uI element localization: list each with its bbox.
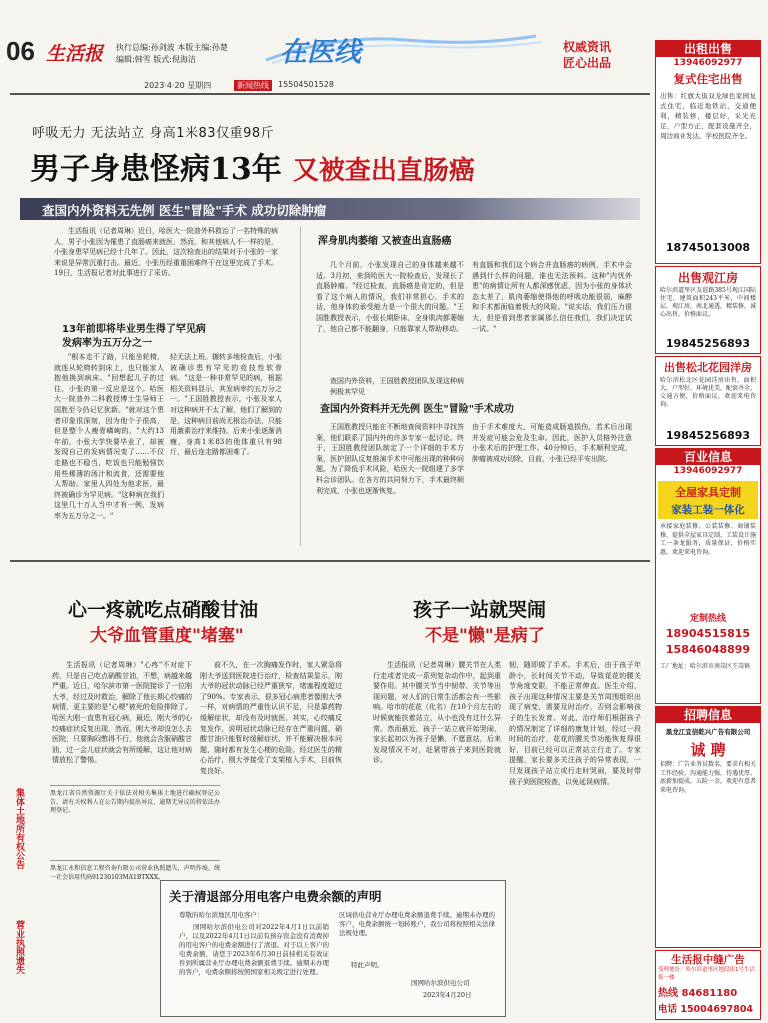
issue-date: 2023·4·20 星期四 <box>144 81 212 90</box>
power-notice <box>160 880 506 1017</box>
main-article <box>10 100 650 555</box>
rent-ad-phone: 18745013008 <box>665 241 751 254</box>
article-headline <box>30 144 475 188</box>
notice-body-a: 国网哈尔滨供电公司对2022年4月1日以前销户，以及2022年4月1日以前有预存资金没有消费掉的用电客户的电费余额进行了清退。对于以上客户的电费余额，请您于2023年6月30日前持相关有效证件到所属营业厅办理电费余额退费手续。逾期未办理的客户，电费余额将按照国家相关规定进行处理。 <box>179 923 329 976</box>
section1-title-b: 发病率为五万分之一 <box>62 338 152 349</box>
recruit-heading: 诚 聘 <box>690 741 726 759</box>
furniture-hotline-1: 18904515815 <box>665 627 751 640</box>
section3-body-a: 王国胜教授只能在不断地查阅资料中寻找答案，他们联系了国内外的许多专家一起讨论。终于，王国胜教授团队制定了一个详细的手术方案，医护团队反复推演手术中可能出现的种种问题。为了降低手术风险，哈医大一院组建了多学科会诊团队。在各方的共同努力下，手术最终顺利完成，小张也逐渐恢复。 <box>316 423 464 495</box>
article3-headline: 孩子一站就哭闹 <box>413 599 547 621</box>
headline-black: 男子身患怪病13年 <box>30 152 282 187</box>
rent2-ad-body: 哈尔滨道里区友谊路385号观江国际住宅，建筑面积243平米，中间楼层，观江房，南北通透，精装修，诚心出售，价格面议。 <box>660 287 757 318</box>
hotline-label: 新闻热线 <box>234 80 272 91</box>
bottom-ad-phone-label-2: 电话 <box>658 1004 678 1015</box>
furniture-hotline-label: 定制热线 <box>689 614 726 624</box>
land-notice-title: 集体土地所有权公告 <box>14 788 24 869</box>
column-name: 在医线 <box>280 37 361 68</box>
rent3-ad-phone: 19845256893 <box>665 429 751 442</box>
recruit-ad <box>655 706 761 948</box>
rent-ad <box>655 40 761 264</box>
rent3-ad-title: 出售松北花园洋房 <box>664 361 752 374</box>
section-logo: 生活报 <box>46 43 104 65</box>
notice-closing: 特此声明。 <box>351 961 384 969</box>
date-bar <box>130 80 650 91</box>
section2-body-b: 有直肠和我们这个病合并直肠癌的病例，手术中会遇到什么样的问题，谁也无法预料。这种"内忧外患"的病情让所有人都深感忧虑，因为小张的身体状态太差了，肌肉萎缩使得他的呼吸功能很弱，麻醉和手术都面临着极大的风险。"说实话，我们压力很大，但是看到患者家属那么信任我们，我们决定试一试。" <box>472 261 632 333</box>
article2-subhead: 大爷血管重度"堵塞" <box>90 626 244 646</box>
rent3-ad-body: 哈尔滨松北区花园洋房出售，面积大，户型好，环境优美，配套齐全，交通方便，价格面议，欢迎来电咨询。 <box>660 377 757 408</box>
article-kicker: 呼吸无力 无法站立 身高1米83仅重98斤 <box>32 126 275 141</box>
bottom-ad-sub: 受理地址：哈尔滨道里区地段街1号生活报一楼 <box>658 967 756 981</box>
rent2-ad-title: 出售观江房 <box>677 271 738 285</box>
section1-body-a: "根本走不了路，只能坐轮椅，就连从轮椅转到床上，也只能家人抱他换到病床。"回想起儿子的过往，小张的第一反应是这个。哈医大一院普外二科教授博士生导师王国胜至今仍记忆犹新。"就对这个患者印象很深刻，因为他个子很高，但是整个人瘦骨嶙峋的。"大约13年前，小张大学快要毕业了，却被发现自己的发病情况变了……不仅走路也不稳当，吃饭也只能勉强饮用些稀薄的汤汁和流食，还需要他人帮助。家里人四处为他求医，最终被确诊为罕见病。"这种病在我们这里几十万人当中才有一例，发病率为五万分之一。" <box>54 353 164 520</box>
notice-body-b: 区域供电营业厅办理电费余额退费手续。逾期未办理的客户，电费余额统一划转账户，我公司将按照相关法律法规处理。 <box>339 911 495 937</box>
sidebar-notices <box>10 780 46 1015</box>
land-notice-body: 黑龙江省自然资源厅关于依法对相关集体土地进行确权登记公告，请有关权利人在公告期内提出异议，逾期无异议的将依法办理登记。 <box>50 790 220 814</box>
furniture-body: 承接家庭装修、公装装修、商铺装修，提供全屋家具定制、工装设计施工一条龙服务，质量保证，价格实惠，欢迎来电咨询。 <box>660 523 757 556</box>
recruit-company: 黑龙江宜信乾兴广告有限公司 <box>665 728 751 736</box>
column-divider <box>300 226 301 546</box>
land-notice <box>50 785 220 856</box>
headline-red: 又被查出直肠癌 <box>292 156 475 186</box>
notice-greeting: 尊敬的哈尔滨地区用电客户： <box>179 911 264 919</box>
bottom-ad <box>655 950 761 1020</box>
rent2-ad-phone: 19845256893 <box>665 337 751 350</box>
rent-ad-phone-top: 13946092977 <box>673 58 743 68</box>
page-number: 06 <box>6 36 35 66</box>
bottom-ad-title: 生活报中缝广告 <box>671 954 745 966</box>
hotline-number: 15504501528 <box>278 80 334 89</box>
article-subhead: 查国内外资料无先例 医生"冒险"手术 成功切除肿瘤 <box>42 203 327 218</box>
section1-body-b: 轻无法上班。辗转多地检查后，小张被确诊患有罕见的竞技性软骨病。"这是一种非常罕见的病，根据相关资料显示，其发病率约五万分之一。"王国胜教授表示，小张及家人对这种病并不太了解，他们了解到的是，这种病目前尚无根治办法，只能用激素治疗来维持。后来小张逐渐消瘦，身高1米83的他体重只有98斤，最后连走路都困难了。 <box>170 353 282 457</box>
rent3-ad <box>655 356 761 446</box>
section2-note: 查国内外资料，王国胜教授团队发现这种病例极其罕见 <box>330 377 464 396</box>
bottom-ad-phone-2: 15004697804 <box>680 1004 754 1015</box>
rent-ad-title: 出租出售 <box>656 41 760 57</box>
column-banner <box>256 30 546 66</box>
furniture-line-1: 全屋家具定制 <box>675 486 741 499</box>
slogan-line-2: 匠心出品 <box>563 56 612 70</box>
article3-body-b: 韧，随即做了手术。手术后，由于孩子年龄小，长时间关节不动，导致花花的腰关节角度变限，不能正常伸直。医生介绍，孩子出现这种情况主要是关节周围组织出现了病变，需要及时治疗，否则会影响孩子的生长发育。对此，治疗师们根据孩子的情况制定了详细的康复计划，经过一段时间的治疗，花花的腰关节功能恢复得很好，目前已经可以正常站立行走了。专家提醒，家长要多关注孩子的异常表现，一旦发现孩子站立或行走时哭闹，要及时带孩子到医院检查，以免延误病情。 <box>509 661 641 786</box>
furniture-hotline-2: 15846048899 <box>665 643 751 656</box>
rent-ad-body: 出售：红旗大街双龙绿色家园复式住宅，临近地铁站，交通便利，精装修，楼层好，采光充足，户型方正，配套设施齐全，周边商业发达，学校医院齐全。 <box>660 92 756 140</box>
bottom-ad-phone-1: 84681180 <box>681 988 738 999</box>
license-notice-body: 黑龙江永和信息工程咨询有限公司营业执照遗失，声明作废。统一社会信用代码91230103MA1BTXXX。 <box>50 865 220 881</box>
editor-line-2: 编辑:韩雪 版式:倪海洁 <box>116 55 196 64</box>
bottom-ad-phone-row-1 <box>658 984 758 999</box>
factory-address: 工厂地址：哈尔滨市南岗区王岗镇 <box>660 663 751 670</box>
article3-subhead: 不是"懒"是病了 <box>425 626 545 646</box>
section2-title: 浑身肌肉萎缩 又被查出直肠癌 <box>318 236 452 247</box>
section3-body-b: 由于手术难度大，可能造成肠道损伤，若术后出现并发症可能会危及生命。因此，医护人员格外注意小张术后的护理工作。40分钟后，手术顺利完成，肿瘤被成功切除，目前，小张已经平安出院。 <box>472 423 632 463</box>
bottom-ad-phone-label: 热线 <box>658 988 678 999</box>
recruit-ad-title: 招聘信息 <box>656 707 760 723</box>
article3-body-a: 生活报讯（记者周琳）腰关节在人类行走或者完成一系列复杂动作中，起到重要作用。其中腰关节当中韧带、关节等出现问题，对人们的日常生活都会有一些影响。哈市的花花（化名）在10个月左右的时候就能扶着站立，从小也没有过什么异常。然而最近，孩子一站立就开始哭闹，家长起初以为孩子是懒，不愿意站，后来发现情况不对，赶紧带孩子来到医院就诊。 <box>373 661 501 765</box>
biz-ad-phone-top: 13946092977 <box>673 466 743 476</box>
notice-signature: 国网哈尔滨供电公司 <box>411 979 470 987</box>
rent-ad-sub: 复式住宅出售 <box>673 72 743 86</box>
article2-headline: 心一疼就吃点硝酸甘油 <box>68 599 259 621</box>
header-rule <box>10 93 650 95</box>
recruit-body: 招聘：广告业务员数名，要求有相关工作经验，沟通能力强，待遇优厚，底薪加提成，五险一金，欢迎有意者来电咨询。 <box>660 761 757 794</box>
section1-title-a: 13年前即将毕业男生得了罕见病 <box>62 324 206 335</box>
page-header <box>0 0 650 95</box>
article2-body-b: 前不久，在一次胸痛发作时，家人紧急将刚大爷送到医院进行治疗，检查结果显示，刚大爷的冠状动脉已经严重狭窄，堵塞程度超过了90%。专家表示，很多冠心病患者像刚大爷一样，对病情的严重性认识不足，只是靠药物缓解症状，却没有及时就医。其实，心绞痛反复发作，说明冠状动脉已经存在严重问题，硝酸甘油只能暂时缓解症状，并不能解决根本问题，随时都有发生心梗的危险。经过医生的精心治疗，刚大爷接受了支架植入手术，目前恢复良好。 <box>200 661 342 775</box>
slogan-line-1: 权威资讯 <box>563 40 612 54</box>
section3-title: 查国内外资料并无先例 医生"冒险"手术成功 <box>320 404 514 415</box>
article2-body-a: 生活报讯（记者周琳）"心疼"不对症下药，只是自己吃点硝酸甘油，不想，病越来越严重。近日，哈尔滨市第一医院接诊了一位刚大爷，经过及时救治，解除了他长期心绞痛的病情，更主要的是"心梗"被死的危险排除了。哈医大刚一直患有冠心病，最近，刚大爷的心绞痛症状反复出现，然而，刚大爷却没怎么去医院，只要胸闷憋得不行，他就会含服硝酸甘油，过一会儿症状就会有所缓解，这让他对病情放松了警惕。 <box>52 661 192 765</box>
rent2-ad <box>655 266 761 354</box>
notice-title: 关于清退部分用电客户电费余额的声明 <box>169 889 382 904</box>
notice-date: 2023年4月20日 <box>423 991 472 999</box>
license-notice-title: 营业执照遗失 <box>14 920 24 974</box>
lower-rule <box>10 560 650 562</box>
biz-ad <box>655 448 761 704</box>
furniture-line-2: 家装工装一体化 <box>671 504 745 516</box>
editor-line-1: 执行总编:孙剑波 本版主编:孙楚 <box>116 43 228 52</box>
bottom-ad-phone-row-2 <box>658 1001 758 1015</box>
furniture-banner <box>658 481 758 519</box>
ad-strip <box>655 40 763 1018</box>
biz-ad-title: 百业信息 <box>656 449 760 465</box>
article-lead: 生活报讯（记者周琳）近日，哈医大一院普外科救治了一名特殊的病人，男子小张因为罹患了直肠癌来就医，然而，和其他病人不一样的是，小张身患罕见病已经十几年了。因此，这次检查出的结果对于小张的一家来说是异常沉重打击。最近，小张历经重重困难终于在这里完成了手术。19日，生活报记者对此事进行了采访。 <box>54 227 278 278</box>
section2-body-a: 几个月前，小张发现自己的身体越来越不适。3月初，来到哈医大一院检查后，发现长了直肠肿瘤。"经过检查，直肠癌是肯定的，但是看了这个病人的情况，我们非常担心，手术的话，他身体的承受能力是一个很大的问题。"王国胜教授表示，小张长期卧床，全身肌肉都萎缩了，他自己都不能翻身，只能靠家人帮助移动。 <box>316 261 464 333</box>
article-subhead-bar <box>20 198 640 220</box>
